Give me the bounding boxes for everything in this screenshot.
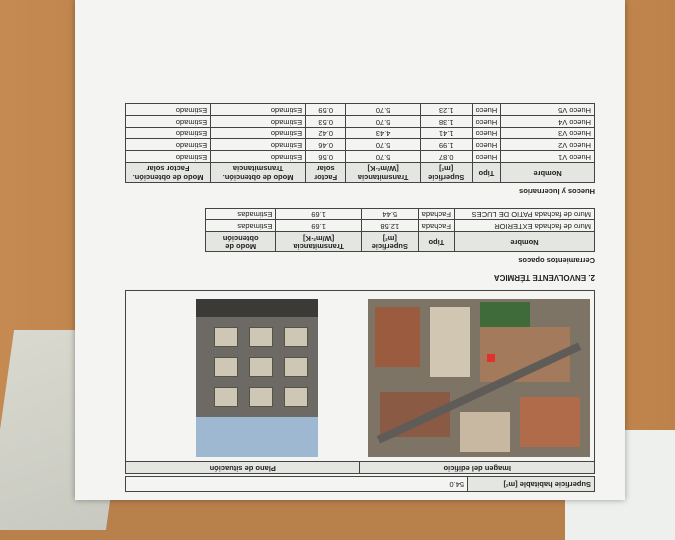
table-cell: Hueco <box>472 139 501 151</box>
table-cell: Estimado <box>126 116 211 128</box>
table-cell: Estimado <box>211 104 306 116</box>
building-photo <box>196 299 318 457</box>
table-cell: 1.69 <box>276 220 361 232</box>
table-cell: Fachada <box>418 208 454 220</box>
section-title: 2. ENVOLVENTE TÉRMICA <box>493 273 595 283</box>
table-row <box>205 208 594 220</box>
building-image-label: Imagen del edificio <box>360 462 595 474</box>
opaque-header: Tipo <box>418 232 454 252</box>
opaque-title: Cerramientos opacos <box>518 256 595 266</box>
table-cell: 1.69 <box>276 208 361 220</box>
table-cell: 1.38 <box>420 116 472 128</box>
table-cell: 12.58 <box>361 220 418 232</box>
table-cell: 5.44 <box>361 208 418 220</box>
holes-header: Modo de obtención. Transmitancia <box>211 162 306 182</box>
table-cell: Estimadas <box>205 208 276 220</box>
table-cell: Estimado <box>211 127 306 139</box>
table-cell: 4.43 <box>346 127 421 139</box>
table-cell: Hueco V2 <box>501 139 595 151</box>
sheet-content-rotated <box>75 0 625 500</box>
table-cell: Hueco <box>472 151 501 163</box>
table-cell: 1.23 <box>420 104 472 116</box>
table-cell: 5.70 <box>346 151 421 163</box>
table-cell: 0.56 <box>306 151 346 163</box>
table-cell: Estimado <box>211 139 306 151</box>
holes-header: Factor solar <box>306 162 346 182</box>
summary-table <box>125 476 595 492</box>
holes-header: Nombre <box>501 162 595 182</box>
table-cell: Hueco <box>472 116 501 128</box>
paper-sheet <box>75 0 625 500</box>
table-cell: 0.46 <box>306 139 346 151</box>
table-row <box>126 151 595 163</box>
table-cell: Muro de fachada PATIO DE LUCES <box>454 208 594 220</box>
table-cell: Hueco V4 <box>501 116 595 128</box>
table-cell: Fachada <box>418 220 454 232</box>
table-row <box>126 116 595 128</box>
holes-header: Tipo <box>472 162 501 182</box>
opaque-table <box>205 208 595 253</box>
opaque-header: Nombre <box>454 232 594 252</box>
map-image-label: Plano de situación <box>126 462 361 474</box>
table-cell: Hueco V1 <box>501 151 595 163</box>
table-cell: Estimado <box>211 151 306 163</box>
table-cell: Estimado <box>126 127 211 139</box>
table-cell: 5.70 <box>346 104 421 116</box>
table-row <box>126 139 595 151</box>
opaque-header: Superficie [m²] <box>361 232 418 252</box>
table-cell: Estimadas <box>205 220 276 232</box>
table-row <box>126 104 595 116</box>
images-cell <box>126 291 595 462</box>
summary-label: Superficie habitable [m²] <box>468 477 595 492</box>
opaque-header: Modo de obtención <box>205 232 276 252</box>
table-cell: Estimado <box>126 139 211 151</box>
holes-title: Huecos y lucernarios <box>519 186 595 196</box>
table-row <box>126 127 595 139</box>
table-cell: 5.70 <box>346 116 421 128</box>
opaque-header: Transmitancia [W/m²·K] <box>276 232 361 252</box>
table-cell: Hueco <box>472 104 501 116</box>
table-cell: 0.87 <box>420 151 472 163</box>
table-cell: 0.42 <box>306 127 346 139</box>
table-cell: 0.53 <box>306 116 346 128</box>
holes-header: Transmitancia [W/m²·K] <box>346 162 421 182</box>
holes-table <box>125 104 595 183</box>
table-cell: Muro de fachada EXTERIOR <box>454 220 594 232</box>
table-cell: 0.59 <box>306 104 346 116</box>
table-cell: 5.70 <box>346 139 421 151</box>
table-cell: 1.99 <box>420 139 472 151</box>
summary-value: 54.0 <box>126 477 468 492</box>
table-cell: Hueco V5 <box>501 104 595 116</box>
table-cell: Estimado <box>126 104 211 116</box>
table-cell: Hueco <box>472 127 501 139</box>
table-cell: Estimado <box>126 151 211 163</box>
table-cell: 1.41 <box>420 127 472 139</box>
satellite-map-image <box>368 299 590 457</box>
table-row <box>205 220 594 232</box>
holes-header: Superficie [m²] <box>420 162 472 182</box>
holes-header: Modo de obtención. Factor solar <box>126 162 211 182</box>
table-cell: Estimado <box>211 116 306 128</box>
images-table <box>125 290 595 474</box>
table-cell: Hueco V3 <box>501 127 595 139</box>
